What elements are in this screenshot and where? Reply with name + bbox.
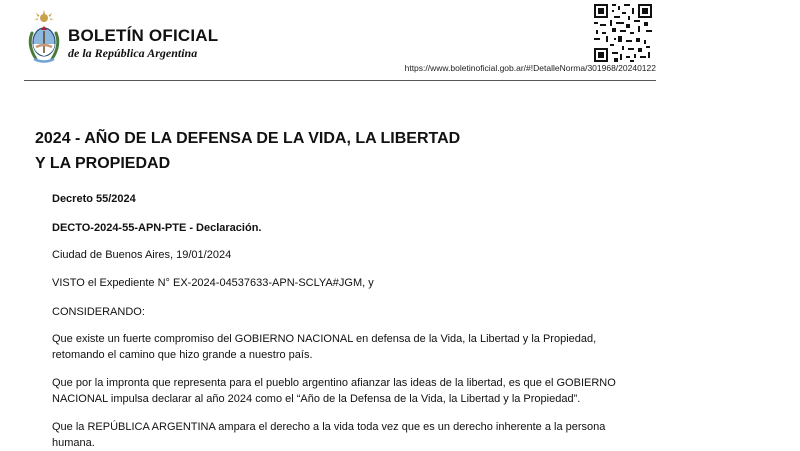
- document-url[interactable]: https://www.boletinoficial.gob.ar/#!DetalleNorma/301968/20240122: [404, 63, 656, 73]
- paragraph-line: humana.: [52, 437, 95, 449]
- publication-subtitle: de la República Argentina: [68, 46, 198, 60]
- paragraph-line: Que la REPÚBLICA ARGENTINA ampara el derecho a la vida toda vez que es un derecho inherente a la persona: [52, 421, 606, 433]
- heading-line-1: 2024 - AÑO DE LA DEFENSA DE LA VIDA, LA LIBERTAD: [35, 130, 461, 147]
- year-motto-heading: [35, 126, 595, 176]
- paragraph-line: NACIONAL impulsa declarar al año 2024 como el “Año de la Defensa de la Vida, la Libertad y la Propiedad”.: [52, 393, 581, 405]
- considerando-heading: CONSIDERANDO:: [52, 306, 145, 318]
- paragraph-line: retomando el camino que hizo grande a nuestro país.: [52, 349, 313, 361]
- paragraph-line: Que por la impronta que representa para el pueblo argentino afianzar las ideas de la libertad, es que el GOBIERNO: [52, 377, 616, 389]
- publication-title: BOLETÍN OFICIAL: [68, 26, 219, 45]
- paragraph-1: [52, 331, 652, 363]
- decree-number: Decreto 55/2024: [52, 193, 136, 205]
- paragraph-2: [52, 375, 652, 407]
- heading-line-2: Y LA PROPIEDAD: [35, 155, 171, 172]
- header-divider: [24, 80, 656, 81]
- decree-code: DECTO-2024-55-APN-PTE - Declaración.: [52, 222, 262, 234]
- qr-code-icon: [594, 4, 652, 62]
- document-header: [0, 0, 800, 82]
- place-date: Ciudad de Buenos Aires, 19/01/2024: [52, 249, 232, 261]
- visto-paragraph: VISTO el Expediente N° EX-2024-04537633-APN-SCLYA#JGM, y: [52, 277, 374, 289]
- coat-of-arms-icon: [24, 9, 64, 65]
- paragraph-line: Que existe un fuerte compromiso del GOBIERNO NACIONAL en defensa de la Vida, la Libertad y la Propiedad,: [52, 333, 597, 345]
- paragraph-3: [52, 419, 652, 451]
